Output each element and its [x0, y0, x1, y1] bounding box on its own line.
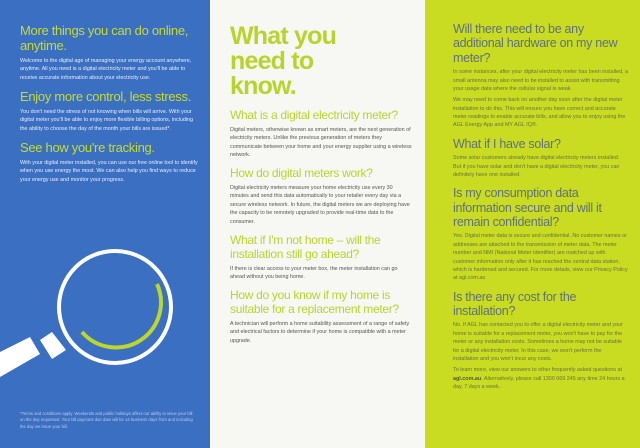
- body-text: You don't need the stress of not knowing when bills will arrive. With your digital meter you'll be able to enjoy more flexible billing options, including the ability to choose the day of the month your bills are issued*.: [20, 108, 194, 132]
- lime-content: [425, 0, 640, 391]
- control-section: [20, 90, 198, 133]
- blue-panel: [0, 0, 210, 448]
- body-text: No. If AGL has contacted you to offer a digital electricity meter and your home is suitable for a replacement meter, you won't have to pay for the meter or any installation costs. Sometimes a home may not be suitable for a digital electricity meter. In this case, we won't perform the installation and you won't incur any costs.: [453, 322, 623, 362]
- body-text: If there is clear access to your meter box, the meter installation can go ahead without you being home.: [230, 265, 398, 280]
- online-section: [20, 24, 198, 82]
- heading: See how you're tracking.: [20, 140, 155, 156]
- heading: Enjoy more control, less stress.: [20, 89, 192, 104]
- website-link[interactable]: agl.com.au: [453, 375, 482, 382]
- heading: Is my consumption data information secure and will it remain confidential?: [453, 186, 602, 229]
- body-text: To learn more, view our answers to other frequently asked questions at: [453, 367, 622, 374]
- body-text: Yes. Digital meter data is secure and confidential. No customer names or addresses are attached to the transmission of meter data. The meter number and NMI (National Meter Identifier) are matched up with customer information only after it has reached the central data station, which is hardened and secured. For more details, view our Privacy Policy at agl.com.au: [453, 233, 628, 282]
- cost-section: [453, 290, 628, 392]
- magnifying-glass-icon: [0, 232, 210, 402]
- body-text: Digital electricity meters measure your home electricity use every 30 minutes and send this data automatically to your retailer every day via a secure wireless network. In future, the digital meters we are deploying have the capacity to be remotely upgraded to provide real-time data to the consumer.: [230, 185, 410, 225]
- body-text: In some instances, after your digital electricity meter has been installed, a small antenna may also need to be installed to assist with transmitting your usage data where the cellular signal is weak.: [453, 69, 628, 92]
- white-panel: [210, 0, 425, 448]
- body-text: Welcome to the digital age of managing your energy account anywhere, anytime. All you need is a digital electricity meter and you'll be able to receive accurate information about your electricity use.: [20, 57, 192, 81]
- body-text: We may need to come back on another day soon after the digital meter installation to do this. This will ensure you have correct and accurate meter readings to enable accurate bills, and allow you to enjoy using the AGL Energy App and MY AGL IQ®.: [453, 97, 626, 129]
- body-text: [453, 366, 628, 391]
- how-work-section: [230, 167, 413, 226]
- tracking-section: [20, 141, 198, 184]
- body-text: Some solar customers already have digital electricity meters installed. But if you have solar and don't have a digital electricity meter, you can definitely have one installed.: [453, 155, 620, 178]
- body-text: A technician will perform a home suitability assessment of a range of safety and electrical factors to determine if your home is compatible with a meter upgrade.: [230, 320, 410, 344]
- white-content: [210, 0, 425, 345]
- privacy-section: [453, 186, 628, 282]
- page-title: What you need to know.: [230, 22, 337, 100]
- blue-content: [0, 0, 210, 184]
- heading: What if I have solar?: [453, 136, 561, 151]
- footnote-text: *Terms and conditions apply. Weekends and public holidays affect our ability to issue your bill on the day requested. Your bill payment due date will be 14 business days from and including the day we issue your bill.: [20, 410, 193, 429]
- body-text: . Alternatively, please call 1300 669 245 any time 24 hours a day, 7 days a week.: [453, 375, 625, 390]
- what-is-section: [230, 109, 413, 159]
- solar-section: [453, 137, 628, 180]
- heading: More things you can do online, anytime.: [20, 23, 189, 53]
- heading: How do digital meters work?: [230, 166, 373, 181]
- body-text: With your digital meter installed, you can use our free online tool to identify when you use energy the most. We can also help you find ways to reduce your energy use and monitor your progress.: [20, 160, 198, 183]
- heading: What if I'm not home – will the installation still go ahead?: [230, 232, 381, 261]
- body-text: Digital meters, otherwise known as smart meters, are the next generation of electricity meters. Unlike the previous generation of meters they communicate between your home and your energy supplier using a wireless network.: [230, 126, 412, 158]
- heading: Will there need to be any additional hardware on my new meter?: [453, 22, 618, 65]
- not-home-section: [230, 234, 413, 281]
- heading: How do you know if my home is suitable for a replacement meter?: [230, 288, 399, 317]
- heading: Is there any cost for the installation?: [453, 289, 577, 318]
- suitability-section: [230, 289, 413, 345]
- footnote: [20, 408, 198, 431]
- hardware-section: [453, 22, 628, 130]
- lime-panel: [425, 0, 640, 448]
- heading: What is a digital electricity meter?: [230, 108, 398, 122]
